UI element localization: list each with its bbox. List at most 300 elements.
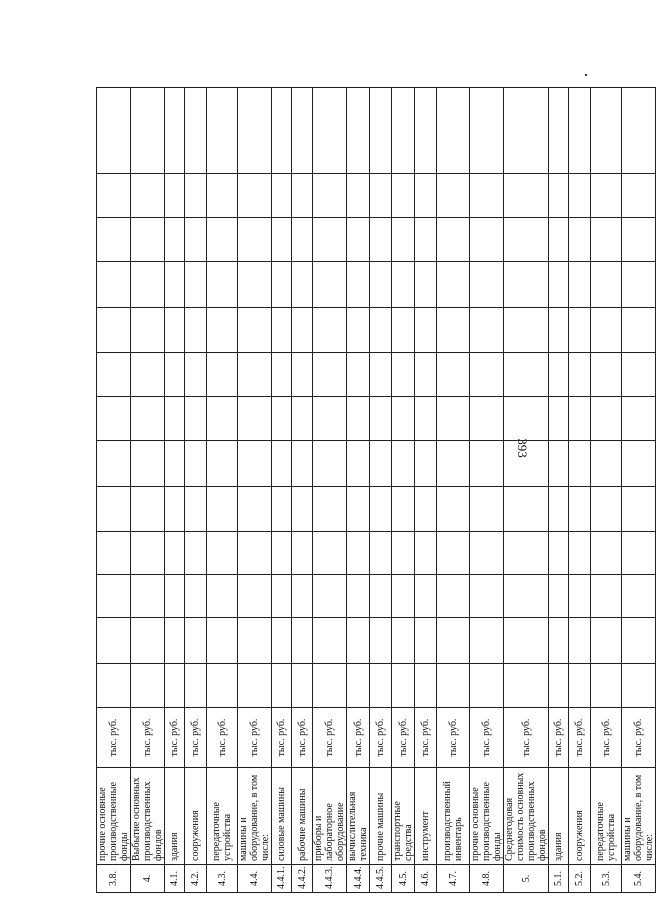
value-cell — [131, 441, 165, 487]
value-cell — [437, 618, 470, 664]
unit-cell: тыс. руб. — [569, 708, 591, 768]
value-cell — [207, 397, 238, 441]
value-cell — [549, 397, 569, 441]
value-cell — [504, 88, 549, 174]
row-number: 5. — [504, 865, 549, 893]
value-cell — [207, 532, 238, 575]
value-cell — [415, 532, 437, 575]
value-cell — [347, 618, 370, 664]
unit-cell: тыс. руб. — [437, 708, 470, 768]
value-cell — [185, 664, 207, 708]
value-cell — [347, 487, 370, 532]
value-cell — [437, 308, 470, 353]
value-cell — [370, 308, 392, 353]
value-cell — [437, 664, 470, 708]
table-row — [207, 88, 238, 893]
value-cell — [207, 88, 238, 174]
value-cell — [437, 218, 470, 262]
value-cell — [347, 397, 370, 441]
value-cell — [207, 441, 238, 487]
value-cell — [185, 218, 207, 262]
value-cell — [415, 174, 437, 218]
value-cell — [207, 174, 238, 218]
value-cell — [504, 174, 549, 218]
indicator-name: транспортные средства — [392, 768, 415, 865]
value-cell — [313, 397, 347, 441]
value-cell — [437, 88, 470, 174]
row-number: 4.6. — [415, 865, 437, 893]
value-cell — [622, 262, 656, 308]
value-cell — [549, 618, 569, 664]
table-row — [165, 88, 185, 893]
row-number: 5.2. — [569, 865, 591, 893]
value-cell — [185, 487, 207, 532]
value-cell — [185, 618, 207, 664]
value-cell — [622, 664, 656, 708]
value-cell — [272, 532, 292, 575]
value-cell — [549, 487, 569, 532]
value-cell — [622, 308, 656, 353]
indicator-name: сооружения — [569, 768, 591, 865]
value-cell — [392, 397, 415, 441]
value-cell — [470, 353, 504, 397]
value-cell — [165, 174, 185, 218]
value-cell — [347, 262, 370, 308]
value-cell — [347, 664, 370, 708]
value-cell — [549, 174, 569, 218]
unit-cell: тыс. руб. — [292, 708, 313, 768]
unit-cell: тыс. руб. — [272, 708, 292, 768]
value-cell — [504, 487, 549, 532]
value-cell — [185, 441, 207, 487]
value-cell — [569, 441, 591, 487]
value-cell — [292, 353, 313, 397]
table-row — [370, 88, 392, 893]
value-cell — [292, 441, 313, 487]
value-cell — [569, 218, 591, 262]
value-cell — [207, 262, 238, 308]
value-cell — [97, 174, 131, 218]
value-cell — [470, 218, 504, 262]
unit-cell: тыс. руб. — [131, 708, 165, 768]
value-cell — [272, 575, 292, 618]
value-cell — [97, 532, 131, 575]
value-cell — [272, 218, 292, 262]
value-cell — [392, 353, 415, 397]
value-cell — [504, 532, 549, 575]
value-cell — [470, 487, 504, 532]
value-cell — [272, 487, 292, 532]
value-cell — [569, 262, 591, 308]
unit-cell: тыс. руб. — [347, 708, 370, 768]
table-row — [347, 88, 370, 893]
value-cell — [238, 441, 272, 487]
value-cell — [238, 397, 272, 441]
value-cell — [569, 532, 591, 575]
value-cell — [622, 397, 656, 441]
value-cell — [549, 88, 569, 174]
value-cell — [347, 532, 370, 575]
value-cell — [313, 88, 347, 174]
value-cell — [131, 487, 165, 532]
value-cell — [272, 174, 292, 218]
value-cell — [392, 441, 415, 487]
unit-cell: тыс. руб. — [97, 708, 131, 768]
value-cell — [437, 441, 470, 487]
table-row — [185, 88, 207, 893]
value-cell — [470, 441, 504, 487]
value-cell — [549, 532, 569, 575]
row-number: 4.4.5. — [370, 865, 392, 893]
row-number: 4.7. — [437, 865, 470, 893]
indicator-name: сооружения — [185, 768, 207, 865]
value-cell — [591, 353, 622, 397]
value-cell — [392, 532, 415, 575]
value-cell — [370, 88, 392, 174]
value-cell — [622, 532, 656, 575]
unit-cell: тыс. руб. — [591, 708, 622, 768]
value-cell — [415, 441, 437, 487]
value-cell — [292, 487, 313, 532]
value-cell — [238, 308, 272, 353]
indicator-name: машины и оборудование, в том числе: — [238, 768, 272, 865]
table-row — [504, 88, 549, 893]
value-cell — [292, 262, 313, 308]
value-cell — [437, 532, 470, 575]
row-number: 4.4.4. — [347, 865, 370, 893]
value-cell — [591, 174, 622, 218]
value-cell — [313, 441, 347, 487]
unit-cell: тыс. руб. — [207, 708, 238, 768]
value-cell — [272, 262, 292, 308]
value-cell — [392, 618, 415, 664]
value-cell — [392, 575, 415, 618]
value-cell — [272, 618, 292, 664]
value-cell — [370, 353, 392, 397]
value-cell — [504, 618, 549, 664]
value-cell — [470, 262, 504, 308]
value-cell — [97, 575, 131, 618]
value-cell — [415, 218, 437, 262]
value-cell — [470, 664, 504, 708]
value-cell — [207, 308, 238, 353]
value-cell — [392, 262, 415, 308]
value-cell — [272, 308, 292, 353]
value-cell — [392, 174, 415, 218]
value-cell — [569, 308, 591, 353]
value-cell — [313, 218, 347, 262]
scan-mark — [585, 74, 587, 76]
table-row — [622, 88, 656, 893]
value-cell — [238, 218, 272, 262]
row-number: 4.3. — [207, 865, 238, 893]
value-cell — [569, 487, 591, 532]
value-cell — [165, 664, 185, 708]
value-cell — [238, 575, 272, 618]
value-cell — [131, 353, 165, 397]
value-cell — [370, 618, 392, 664]
value-cell — [313, 353, 347, 397]
table-row — [392, 88, 415, 893]
value-cell — [272, 88, 292, 174]
value-cell — [504, 441, 549, 487]
value-cell — [313, 532, 347, 575]
value-cell — [292, 397, 313, 441]
value-cell — [504, 664, 549, 708]
value-cell — [415, 664, 437, 708]
value-cell — [549, 353, 569, 397]
row-number: 4.4.2. — [292, 865, 313, 893]
value-cell — [370, 575, 392, 618]
unit-cell: тыс. руб. — [313, 708, 347, 768]
value-cell — [370, 487, 392, 532]
value-cell — [622, 575, 656, 618]
row-number: 4.8. — [470, 865, 504, 893]
value-cell — [569, 397, 591, 441]
indicator-name: прочие основные производственные фонды — [97, 768, 131, 865]
unit-cell: тыс. руб. — [392, 708, 415, 768]
row-number: 5.3. — [591, 865, 622, 893]
value-cell — [437, 397, 470, 441]
value-cell — [591, 532, 622, 575]
value-cell — [504, 575, 549, 618]
value-cell — [415, 487, 437, 532]
value-cell — [185, 262, 207, 308]
page-number: 393 — [515, 438, 530, 458]
unit-cell: тыс. руб. — [370, 708, 392, 768]
value-cell — [207, 575, 238, 618]
row-number: 4.1. — [165, 865, 185, 893]
value-cell — [272, 353, 292, 397]
value-cell — [313, 664, 347, 708]
indicator-name: Среднегодовая стоимость основных производственных фондов — [504, 768, 549, 865]
value-cell — [470, 397, 504, 441]
unit-cell: тыс. руб. — [238, 708, 272, 768]
value-cell — [165, 397, 185, 441]
table-row — [549, 88, 569, 893]
value-cell — [370, 532, 392, 575]
value-cell — [569, 353, 591, 397]
value-cell — [292, 88, 313, 174]
value-cell — [591, 218, 622, 262]
value-cell — [392, 308, 415, 353]
value-cell — [185, 532, 207, 575]
table-row — [292, 88, 313, 893]
value-cell — [292, 618, 313, 664]
unit-cell: тыс. руб. — [622, 708, 656, 768]
value-cell — [549, 218, 569, 262]
value-cell — [165, 575, 185, 618]
value-cell — [131, 174, 165, 218]
value-cell — [437, 575, 470, 618]
value-cell — [313, 174, 347, 218]
value-cell — [292, 664, 313, 708]
table-row — [591, 88, 622, 893]
value-cell — [437, 174, 470, 218]
value-cell — [313, 618, 347, 664]
row-number: 4.4.3. — [313, 865, 347, 893]
indicator-name: здания — [549, 768, 569, 865]
value-cell — [97, 487, 131, 532]
value-cell — [591, 308, 622, 353]
value-cell — [131, 618, 165, 664]
value-cell — [347, 575, 370, 618]
value-cell — [591, 487, 622, 532]
value-cell — [591, 397, 622, 441]
value-cell — [131, 218, 165, 262]
value-cell — [165, 353, 185, 397]
value-cell — [415, 308, 437, 353]
value-cell — [165, 618, 185, 664]
value-cell — [591, 575, 622, 618]
indicator-name: приборы и лабораторное оборудование — [313, 768, 347, 865]
value-cell — [549, 575, 569, 618]
indicator-name: Выбытие основных производственных фондов — [131, 768, 165, 865]
value-cell — [165, 308, 185, 353]
value-cell — [313, 308, 347, 353]
value-cell — [591, 441, 622, 487]
value-cell — [313, 575, 347, 618]
value-cell — [622, 618, 656, 664]
value-cell — [504, 218, 549, 262]
value-cell — [97, 664, 131, 708]
value-cell — [131, 88, 165, 174]
value-cell — [569, 575, 591, 618]
table-row — [437, 88, 470, 893]
value-cell — [207, 487, 238, 532]
row-number: 4.4.1. — [272, 865, 292, 893]
row-number: 4.2. — [185, 865, 207, 893]
value-cell — [370, 397, 392, 441]
value-cell — [207, 218, 238, 262]
value-cell — [622, 174, 656, 218]
value-cell — [347, 218, 370, 262]
value-cell — [238, 262, 272, 308]
value-cell — [238, 618, 272, 664]
value-cell — [238, 487, 272, 532]
value-cell — [165, 441, 185, 487]
value-cell — [504, 308, 549, 353]
indicator-name: прочие основные производственные фонды — [470, 768, 504, 865]
data-table — [96, 87, 656, 893]
value-cell — [370, 262, 392, 308]
unit-cell: тыс. руб. — [504, 708, 549, 768]
value-cell — [313, 487, 347, 532]
value-cell — [392, 487, 415, 532]
indicator-name: машины и оборудование, в том числе: — [622, 768, 656, 865]
value-cell — [470, 618, 504, 664]
table-row — [569, 88, 591, 893]
value-cell — [292, 218, 313, 262]
indicator-name: прочие машины — [370, 768, 392, 865]
table-row — [272, 88, 292, 893]
value-cell — [470, 532, 504, 575]
unit-cell: тыс. руб. — [549, 708, 569, 768]
value-cell — [97, 88, 131, 174]
value-cell — [347, 88, 370, 174]
unit-cell: тыс. руб. — [415, 708, 437, 768]
value-cell — [292, 532, 313, 575]
value-cell — [504, 353, 549, 397]
value-cell — [97, 353, 131, 397]
value-cell — [131, 262, 165, 308]
value-cell — [207, 353, 238, 397]
indicator-name: инструмент — [415, 768, 437, 865]
value-cell — [569, 88, 591, 174]
value-cell — [185, 88, 207, 174]
value-cell — [504, 262, 549, 308]
value-cell — [622, 353, 656, 397]
value-cell — [272, 441, 292, 487]
value-cell — [622, 88, 656, 174]
value-cell — [207, 618, 238, 664]
value-cell — [415, 575, 437, 618]
value-cell — [97, 218, 131, 262]
row-number: 3.8. — [97, 865, 131, 893]
value-cell — [131, 397, 165, 441]
table-row — [415, 88, 437, 893]
value-cell — [622, 218, 656, 262]
value-cell — [347, 308, 370, 353]
value-cell — [185, 308, 207, 353]
value-cell — [370, 664, 392, 708]
value-cell — [97, 441, 131, 487]
value-cell — [97, 262, 131, 308]
unit-cell: тыс. руб. — [470, 708, 504, 768]
value-cell — [185, 397, 207, 441]
value-cell — [437, 487, 470, 532]
value-cell — [370, 174, 392, 218]
value-cell — [470, 174, 504, 218]
value-cell — [370, 218, 392, 262]
table-row — [313, 88, 347, 893]
indicator-name: передаточные устройства — [207, 768, 238, 865]
value-cell — [165, 88, 185, 174]
value-cell — [347, 353, 370, 397]
rotated-table-wrapper — [96, 88, 655, 893]
value-cell — [392, 88, 415, 174]
value-cell — [504, 397, 549, 441]
value-cell — [131, 532, 165, 575]
value-cell — [591, 88, 622, 174]
value-cell — [370, 441, 392, 487]
indicator-name: силовые машины — [272, 768, 292, 865]
value-cell — [437, 262, 470, 308]
value-cell — [165, 532, 185, 575]
value-cell — [569, 618, 591, 664]
value-cell — [185, 575, 207, 618]
value-cell — [622, 487, 656, 532]
value-cell — [292, 174, 313, 218]
value-cell — [470, 308, 504, 353]
value-cell — [238, 532, 272, 575]
value-cell — [313, 262, 347, 308]
table-body — [97, 88, 656, 893]
value-cell — [272, 664, 292, 708]
value-cell — [415, 88, 437, 174]
value-cell — [238, 174, 272, 218]
value-cell — [131, 308, 165, 353]
value-cell — [415, 618, 437, 664]
unit-cell: тыс. руб. — [165, 708, 185, 768]
value-cell — [292, 575, 313, 618]
value-cell — [392, 664, 415, 708]
value-cell — [165, 218, 185, 262]
indicator-name: производственный инвентарь — [437, 768, 470, 865]
value-cell — [591, 618, 622, 664]
indicator-name: рабочие машины — [292, 768, 313, 865]
value-cell — [292, 308, 313, 353]
